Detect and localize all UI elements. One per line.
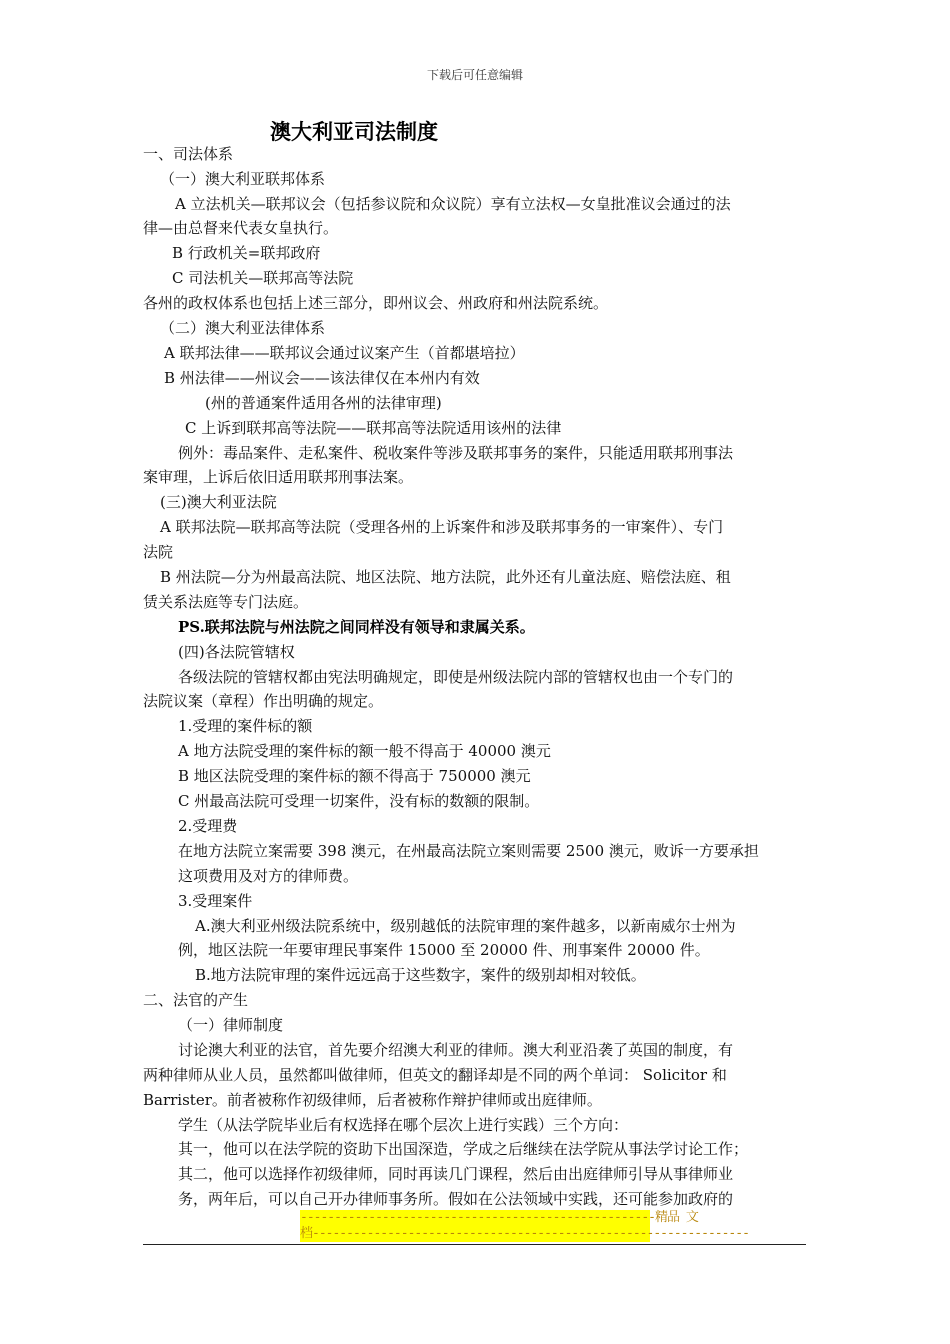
text-line: （一）律师制度: [178, 1016, 284, 1034]
text-line: B 州法律——州议会——该法律仅在本州内有效: [164, 369, 480, 387]
text-line: 3.受理案件: [178, 892, 253, 910]
text-line: 法院议案（章程）作出明确的规定。: [143, 692, 384, 710]
text-line: 各州的政权体系也包括上述三部分，即州议会、州政府和州法院系统。: [143, 294, 609, 312]
text-line: 1.受理的案件标的额: [178, 717, 313, 735]
footer-banner-line-2: 档----------------------------------------------------------------: [300, 1226, 749, 1241]
text-line: A 立法机关—联邦议会（包括参议院和众议院）享有立法权—女皇批准议会通过的法: [175, 195, 731, 213]
text-line: （一）澳大利亚联邦体系: [160, 170, 326, 188]
text-line: B 州法院—分为州最高法院、地区法院、地方法院，此外还有儿童法庭、赔偿法庭、租: [160, 568, 731, 586]
footer-banner-line-1: ----------------------------------------------------精品 文: [300, 1210, 698, 1225]
footer-rule: [143, 1244, 806, 1245]
text-line: 学生（从法学院毕业后有权选择在哪个层次上进行实践）三个方向：: [178, 1116, 629, 1134]
text-line: 讨论澳大利亚的法官，首先要介绍澳大利亚的律师。澳大利亚沿袭了英国的制度，有: [178, 1041, 734, 1059]
text-line: A 地方法院受理的案件标的额一般不得高于 40000 澳元: [178, 742, 551, 760]
text-line: 例，地区法院一年要审理民事案件 15000 至 20000 件、刑事案件 20000 件。: [178, 941, 710, 959]
text-line: A.澳大利亚州级法院系统中，级别越低的法院审理的案件越多，以新南威尔士州为: [195, 917, 736, 935]
text-line: （二）澳大利亚法律体系: [160, 319, 326, 337]
text-line: C 司法机关—联邦高等法院: [172, 269, 354, 287]
text-line: 赁关系法庭等专门法庭。: [143, 593, 309, 611]
text-line: 其二，他可以选择作初级律师，同时再读几门课程，然后由出庭律师引导从事律师业: [178, 1165, 734, 1183]
text-line: 例外：毒品案件、走私案件、税收案件等涉及联邦事务的案件，只能适用联邦刑事法: [178, 444, 734, 462]
text-line: 法院: [143, 543, 174, 561]
text-line: 案审理，上诉后依旧适用联邦刑事法案。: [143, 468, 414, 486]
text-line: 律—由总督来代表女皇执行。: [143, 219, 339, 237]
document-title: 澳大利亚司法制度: [270, 120, 438, 144]
text-line: 务，两年后，可以自己开办律师事务所。假如在公法领域中实践，还可能参加政府的: [178, 1190, 734, 1208]
text-line: Barrister。前者被称作初级律师，后者被称作辩护律师或出庭律师。: [143, 1091, 602, 1109]
text-line: B.地方法院审理的案件远远高于这些数字，案件的级别却相对较低。: [195, 966, 646, 984]
text-line: (四)各法院管辖权: [178, 643, 295, 661]
text-line: 一、司法体系: [143, 145, 234, 163]
text-line: A 联邦法院—联邦高等法院（受理各州的上诉案件和涉及联邦事务的一审案件）、专门: [160, 518, 724, 536]
text-line: 这项费用及对方的律师费。: [178, 867, 359, 885]
text-line: B 地区法院受理的案件标的额不得高于 750000 澳元: [178, 767, 531, 785]
text-line: 2.受理费: [178, 817, 238, 835]
page-header: 下载后可任意编辑: [426, 68, 523, 82]
text-line: C 州最高法院可受理一切案件，没有标的数额的限制。: [178, 792, 540, 810]
text-line: (州的普通案件适用各州的法律审理): [205, 394, 442, 412]
text-line: B 行政机关=联邦政府: [172, 244, 321, 262]
text-line: A 联邦法律——联邦议会通过议案产生（首都堪培拉）: [164, 344, 525, 362]
text-line: 其一，他可以在法学院的资助下出国深造，学成之后继续在法学院从事法学讨论工作；: [178, 1140, 749, 1158]
text-line: 各级法院的管辖权都由宪法明确规定，即使是州级法院内部的管辖权也由一个专门的: [178, 668, 734, 686]
text-line: 二、法官的产生: [143, 991, 249, 1009]
text-line: (三)澳大利亚法院: [160, 493, 277, 511]
text-line: PS.联邦法院与州法院之间同样没有领导和隶属关系。: [178, 618, 535, 636]
text-line: 在地方法院立案需要 398 澳元，在州最高法院立案则需要 2500 澳元，败诉一方要承担: [178, 842, 759, 860]
text-line: C 上诉到联邦高等法院——联邦高等法院适用该州的法律: [185, 419, 562, 437]
text-line: 两种律师从业人员，虽然都叫做律师，但英文的翻译却是不同的两个单词： Solicitor 和: [143, 1066, 727, 1084]
footer-banner: [300, 1210, 749, 1242]
